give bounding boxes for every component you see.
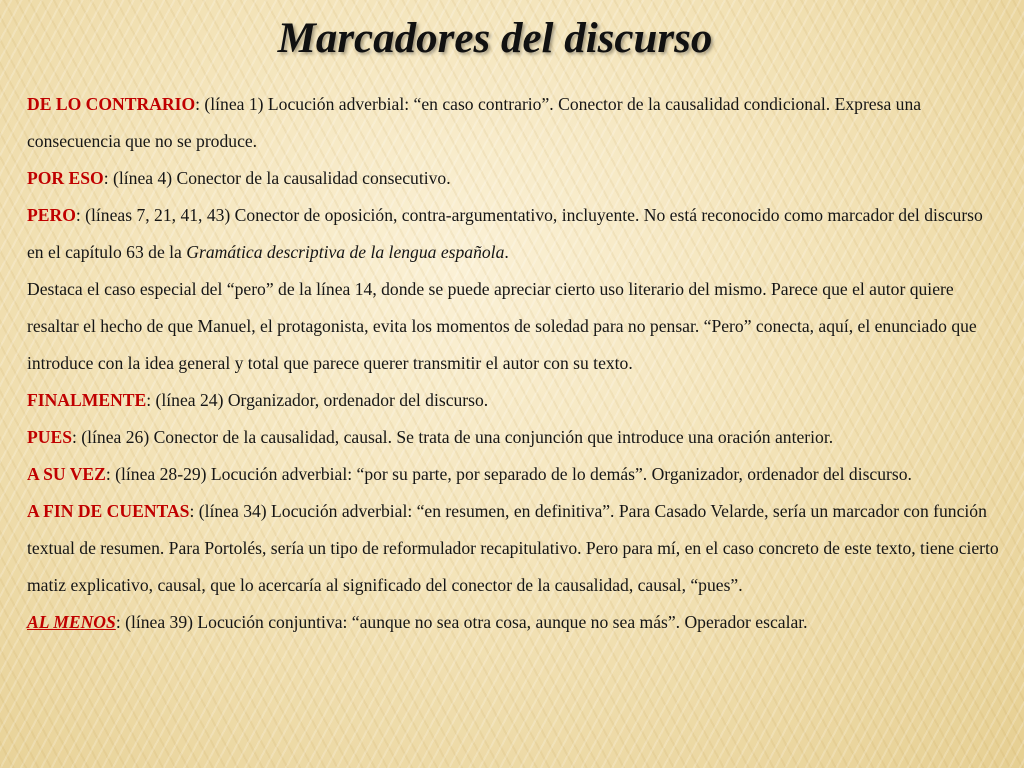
paragraph-pues: [27, 419, 1002, 456]
definition-finalmente: : (línea 24) Organizador, ordenador del discurso.: [146, 390, 489, 410]
term-pero: PERO: [27, 205, 76, 225]
slide-title: Marcadores del discurso: [277, 15, 713, 62]
definition-pero: : (líneas 7, 21, 41, 43) Conector de oposición, contra-argumentativo, incluyente. No está reconocido como marcador del discurso en el capítulo 63 de la: [27, 205, 983, 262]
paragraph-pero: [27, 197, 1002, 271]
paragraph-por-eso: [27, 160, 1002, 197]
term-por-eso: POR ESO: [27, 168, 104, 188]
term-finalmente: FINALMENTE: [27, 390, 147, 410]
commentary-pero-linea-14: Destaca el caso especial del “pero” de la línea 14, donde se puede apreciar cierto uso literario del mismo. Parece que el autor quiere resaltar el hecho de que Manuel, el protagonista, evita los momentos de soledad para no pensar. “Pero” conecta, aquí, el enunciado que introduce con la idea general y total que parece querer transmitir el autor con su texto.: [27, 279, 977, 373]
definition-a-fin-de-cuentas: : (línea 34) Locución adverbial: “en resumen, en definitiva”. Para Casado Velarde, sería un marcador con función textual de resumen. Para Portolés, sería un tipo de reformulador recapitulativo. Pero para mí, en el caso concreto de este texto, tiene cierto matiz explicativo, causal, que lo acercaría al significado del conector de la causalidad, causal, “pues”.: [27, 501, 999, 595]
definition-al-menos: : (línea 39) Locución conjuntiva: “aunque no sea otra cosa, aunque no sea más”. Operador escalar.: [115, 612, 808, 632]
definition-de-lo-contrario: : (línea 1) Locución adverbial: “en caso contrario”. Conector de la causalidad condicional. Expresa una consecuencia que no se produce.: [27, 94, 922, 151]
paragraph-al-menos: [27, 604, 1002, 641]
definition-a-su-vez: : (línea 28-29) Locución adverbial: “por su parte, por separado de lo demás”. Organizador, ordenador del discurso.: [105, 464, 912, 484]
paragraph-a-fin-de-cuentas: [27, 493, 1002, 604]
definition-pero-end: .: [504, 242, 509, 262]
slide-content: [27, 86, 1002, 641]
paragraph-de-lo-contrario: [27, 86, 1002, 160]
paragraph-a-su-vez: [27, 456, 1002, 493]
paragraph-finalmente: [27, 382, 1002, 419]
definition-por-eso: : (línea 4) Conector de la causalidad consecutivo.: [103, 168, 451, 188]
term-al-menos: AL MENOS: [27, 612, 116, 632]
term-de-lo-contrario: DE LO CONTRARIO: [27, 94, 196, 114]
term-pues: PUES: [27, 427, 72, 447]
paragraph-pero-linea-14: [27, 271, 1002, 382]
book-title-citation: Gramática descriptiva de la lengua española: [186, 242, 505, 262]
term-a-fin-de-cuentas: A FIN DE CUENTAS: [27, 501, 190, 521]
definition-pues: : (línea 26) Conector de la causalidad, causal. Se trata de una conjunción que introduce una oración anterior.: [71, 427, 834, 447]
term-a-su-vez: A SU VEZ: [27, 464, 106, 484]
